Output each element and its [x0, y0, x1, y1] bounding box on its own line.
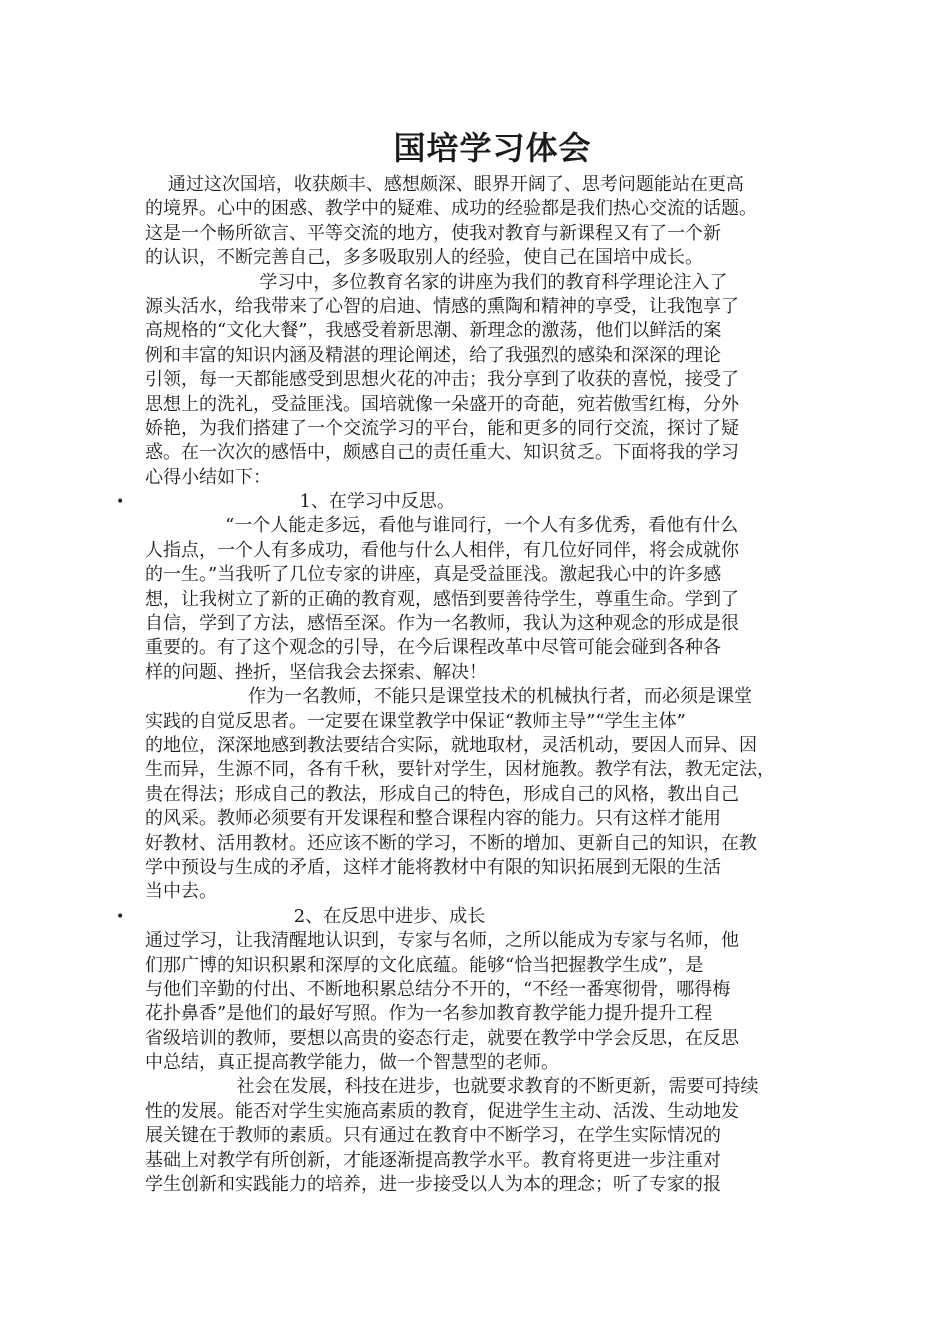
text-line: [145, 978, 815, 1002]
section-heading-line: [116, 905, 815, 929]
text-line: [145, 880, 815, 904]
line-text: 生而异，生源不同，各有千秋，要针对学生，因材施教。教学有法，教无定法，: [145, 759, 775, 781]
text-line: [145, 466, 815, 490]
text-line: [145, 271, 815, 295]
line-text: 的境界。心中的困惑、教学中的疑难、成功的经验都是我们热心交流的话题。: [145, 198, 757, 220]
line-text: 例和丰富的知识内涵及精湛的理论阐述，给了我强烈的感染和深深的理论: [145, 344, 721, 366]
line-text: 的认识，不断完善自己，多多吸取别人的经验，使自己在国培中成长。: [145, 247, 703, 269]
line-text: 实践的自觉反思者。一定要在课堂教学中保证“教师主导”“学生主体”: [145, 710, 686, 732]
text-line: [145, 1027, 815, 1051]
text-line: [145, 1173, 815, 1197]
bullet-icon: •: [116, 908, 125, 925]
line-text: 作为一名教师，不能只是课堂技术的机械执行者，而必须是课堂: [145, 686, 752, 708]
line-text: 学习中，多位教育名家的讲座为我们的教育科学理论注入了: [145, 271, 728, 293]
text-line: [145, 1100, 815, 1124]
text-line: [145, 222, 815, 246]
line-text: 的地位，深深地感到教法要结合实际，就地取材，灵活机动，要因人而异、因: [145, 734, 757, 756]
line-text: 贵在得法；形成自己的教法，形成自己的特色，形成自己的风格，教出自己: [145, 783, 739, 805]
text-line: [145, 685, 815, 709]
line-text: 花扑鼻香”是他们的最好写照。作为一名参加教育教学能力提升提升工程: [145, 1003, 713, 1025]
line-text: 基础上对教学有所创新，才能逐渐提高教学水平。教育将更进一步注重对: [145, 1149, 721, 1171]
text-line: [145, 197, 815, 221]
line-text: 引领，每一天都能感受到思想火花的冲击；我分享到了收获的喜悦，接受了: [145, 369, 739, 391]
line-text: 样的问题、挫折，坚信我会去探索、解决！: [145, 661, 487, 683]
section-heading-line: [116, 490, 815, 514]
text-line: [145, 1124, 815, 1148]
line-text: 社会在发展，科技在进步，也就要求教育的不断更新，需要可持续: [145, 1076, 759, 1098]
text-line: [145, 393, 815, 417]
text-line: [145, 1051, 815, 1075]
text-line: [145, 1002, 815, 1026]
line-text: 的风采。教师必须要有开发课程和整合课程内容的能力。只有这样才能用: [145, 808, 721, 830]
line-text: 与他们辛勤的付出、不断地积累总结分不开的，“不经一番寒彻骨，哪得梅: [145, 978, 731, 1000]
line-text: 1、在学习中反思。: [145, 491, 455, 513]
text-line: [145, 539, 815, 563]
line-text: 2、在反思中进步、成长: [145, 905, 486, 927]
text-line: [145, 514, 815, 538]
text-line: [145, 929, 815, 953]
line-text: 们那广博的知识积累和深厚的文化底蕴。能够“恰当把握教学生成”，是: [145, 954, 704, 976]
text-line: [145, 368, 815, 392]
line-text: 中总结，真正提高教学能力，做一个智慧型的老师。: [145, 1052, 559, 1074]
text-line: [145, 588, 815, 612]
document-title: 国培学习体会: [393, 129, 592, 167]
text-line: [145, 734, 815, 758]
text-line: [145, 710, 815, 734]
text-line: [145, 295, 815, 319]
line-text: 当中去。: [145, 881, 217, 903]
text-line: [145, 1075, 815, 1099]
text-line: [145, 441, 815, 465]
text-line: [145, 417, 815, 441]
line-text: 源头活水，给我带来了心智的启迪、情感的熏陶和精神的享受，让我饱享了: [145, 295, 739, 317]
line-text: 这是一个畅所欲言、平等交流的地方，使我对教育与新课程又有了一个新: [145, 222, 721, 244]
text-line: [145, 954, 815, 978]
line-text: 性的发展。能否对学生实施高素质的教育，促进学生主动、活泼、生动地发: [145, 1100, 739, 1122]
line-text: 通过这次国培，收获颇丰、感想颇深、眼界开阔了、思考问题能站在更高: [145, 174, 744, 195]
line-text: “一个人能走多远，看他与谁同行，一个人有多优秀，看他有什么: [145, 515, 739, 537]
line-text: 展关键在于教师的素质。只有通过在教育中不断学习，在学生实际情况的: [145, 1125, 721, 1147]
text-line: [145, 344, 815, 368]
text-line: [145, 807, 815, 831]
line-text: 心得小结如下：: [145, 466, 271, 488]
text-line: [145, 636, 815, 660]
text-line: [145, 856, 815, 880]
text-line: [145, 563, 815, 587]
line-text: 的一生。”当我听了几位专家的讲座，真是受益匪浅。激起我心中的许多感: [145, 564, 722, 586]
line-text: 惑。在一次次的感悟中，颇感自己的责任重大、知识贫乏。下面将我的学习: [145, 442, 739, 464]
line-text: 想，让我树立了新的正确的教育观，感悟到要善待学生，尊重生命。学到了: [145, 588, 739, 610]
line-text: 省级培训的教师，要想以高贵的姿态行走，就要在教学中学会反思，在反思: [145, 1027, 739, 1049]
text-line: [145, 246, 815, 270]
document-body: [116, 173, 815, 1197]
text-line: [145, 173, 815, 197]
text-line: [145, 661, 815, 685]
text-line: [145, 612, 815, 636]
line-text: 思想上的洗礼，受益匪浅。国培就像一朵盛开的奇葩，宛若傲雪红梅，分外: [145, 393, 739, 415]
line-text: 娇艳，为我们搭建了一个交流学习的平台，能和更多的同行交流，探讨了疑: [145, 417, 739, 439]
line-text: 通过学习，让我清醒地认识到，专家与名师，之所以能成为专家与名师，他: [145, 930, 739, 952]
text-line: [145, 832, 815, 856]
line-text: 学生创新和实践能力的培养，进一步接受以人为本的理念；听了专家的报: [145, 1174, 721, 1196]
line-text: 重要的。有了这个观念的引导，在今后课程改革中尽管可能会碰到各种各: [145, 637, 721, 659]
line-text: 人指点，一个人有多成功，看他与什么人相伴，有几位好同伴，将会成就你: [145, 539, 739, 561]
bullet-icon: •: [116, 494, 125, 511]
line-text: 好教材、活用教材。还应该不断的学习，不断的增加、更新自己的知识，在教: [145, 832, 757, 854]
line-text: 自信，学到了方法，感悟至深。作为一名教师，我认为这种观念的形成是很: [145, 613, 739, 635]
text-line: [145, 758, 815, 782]
line-text: 学中预设与生成的矛盾，这样才能将教材中有限的知识拓展到无限的生活: [145, 856, 721, 878]
text-line: [145, 783, 815, 807]
text-line: [145, 319, 815, 343]
line-text: 高规格的“文化大餐”，我感受着新思潮、新理念的激荡，他们以鲜活的案: [145, 320, 722, 342]
text-line: [145, 1149, 815, 1173]
